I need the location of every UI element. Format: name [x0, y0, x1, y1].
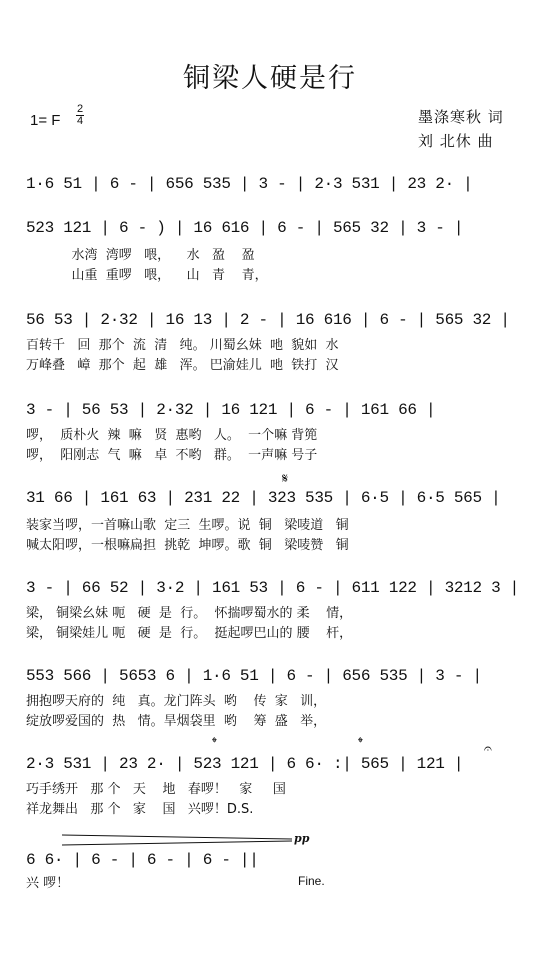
lyric-line-4b: 啰， 阳刚志 气 嘛 卓 不哟 群。 一声嘛 号子	[26, 448, 318, 463]
decrescendo-hairpin	[62, 833, 292, 847]
composer-credit: 刘 北休 曲	[418, 132, 494, 150]
dal-segno-sign-icon: 𝄋	[282, 471, 289, 487]
coda-sign-icon-2: 𝄌	[358, 735, 363, 751]
key-signature: 1= F	[30, 112, 61, 129]
score-line-9: 6 6· | 6 - | 6 - | 6 - ||	[26, 851, 259, 869]
lyric-line-2a: 水湾 湾啰 喂， 水 盈 盈	[26, 248, 255, 263]
lyric-line-8b: 祥龙舞出 那 个 家 国 兴啰！D.S.	[26, 802, 254, 817]
score-line-7: 553 566 | 5653 6 | 1·6 51 | 6 - | 656 535 | 3 - |	[26, 667, 482, 685]
meter-bottom: 4	[77, 115, 84, 127]
score-line-1: 1·6 51 | 6 - | 656 535 | 3 - | 2·3 531 | 23 2· |	[26, 175, 473, 193]
lyric-line-9: 兴 啰！	[26, 876, 70, 891]
lyric-line-3a: 百转千 回 那个 流 清 纯。 川蜀幺妹 吔 貌如 水	[26, 338, 339, 353]
coda-sign-icon: 𝄌	[212, 735, 217, 751]
score-line-3: 56 53 | 2·32 | 16 13 | 2 - | 16 616 | 6 - | 565 32 |	[26, 311, 510, 329]
fine-label: Fine.	[298, 874, 325, 888]
lyric-line-3b: 万峰叠 嶂 那个 起 雄 浑。 巴渝娃儿 吔 铁打 汉	[26, 358, 339, 373]
lyric-line-2b: 山重 重啰 喂， 山 青 青，	[26, 268, 268, 283]
lyric-line-7b: 绽放啰爱国的 热 情。旱烟袋里 哟 筹 盛 举，	[26, 714, 327, 729]
score-line-5: 31 66 | 161 63 | 231 22 | 323 535 | 6·5 | 6·5 565 |	[26, 489, 501, 507]
song-title: 铜梁人硬是行	[183, 63, 357, 94]
lyric-line-7a: 拥抱啰天府的 纯 真。龙门阵头 哟 传 家 训，	[26, 694, 327, 709]
lyric-line-8a: 巧手绣开 那 个 天 地 春啰！ 家 国	[26, 782, 286, 797]
fermata-icon: 𝄐	[484, 741, 492, 757]
lyric-line-5b: 喊太阳啰，一根嘛扁担 挑乾 坤啰。歌 铜 梁唛赞 铜	[26, 538, 349, 553]
lyric-line-6b: 梁， 铜梁娃儿 呃 硬 是 行。 挺起啰巴山的 腰 杆，	[26, 626, 353, 641]
lyricist-credit: 墨涤寒秋 词	[418, 108, 504, 126]
lyric-line-6a: 梁， 铜梁幺妹 呃 硬 是 行。 怀揣啰蜀水的 柔 情，	[26, 606, 353, 621]
score-line-8: 2·3 531 | 23 2· | 523 121 | 6 6· :| 565 | 121 |	[26, 755, 464, 773]
lyric-line-5a: 装家当啰，一首嘛山歌 定三 生啰。说 铜 梁唛道 铜	[26, 518, 349, 533]
score-line-6: 3 - | 66 52 | 3·2 | 161 53 | 6 - | 611 122 | 3212 3 |	[26, 579, 519, 597]
time-signature	[76, 104, 84, 127]
dynamic-marking: pp	[294, 832, 310, 845]
meter-top: 2	[77, 103, 84, 115]
lyric-line-4a: 啰， 质朴火 辣 嘛 贤 惠哟 人。 一个嘛 背篼	[26, 428, 318, 443]
score-line-4: 3 - | 56 53 | 2·32 | 16 121 | 6 - | 161 66 |	[26, 401, 436, 419]
score-line-2: 523 121 | 6 - ) | 16 616 | 6 - | 565 32 | 3 - |	[26, 219, 464, 237]
